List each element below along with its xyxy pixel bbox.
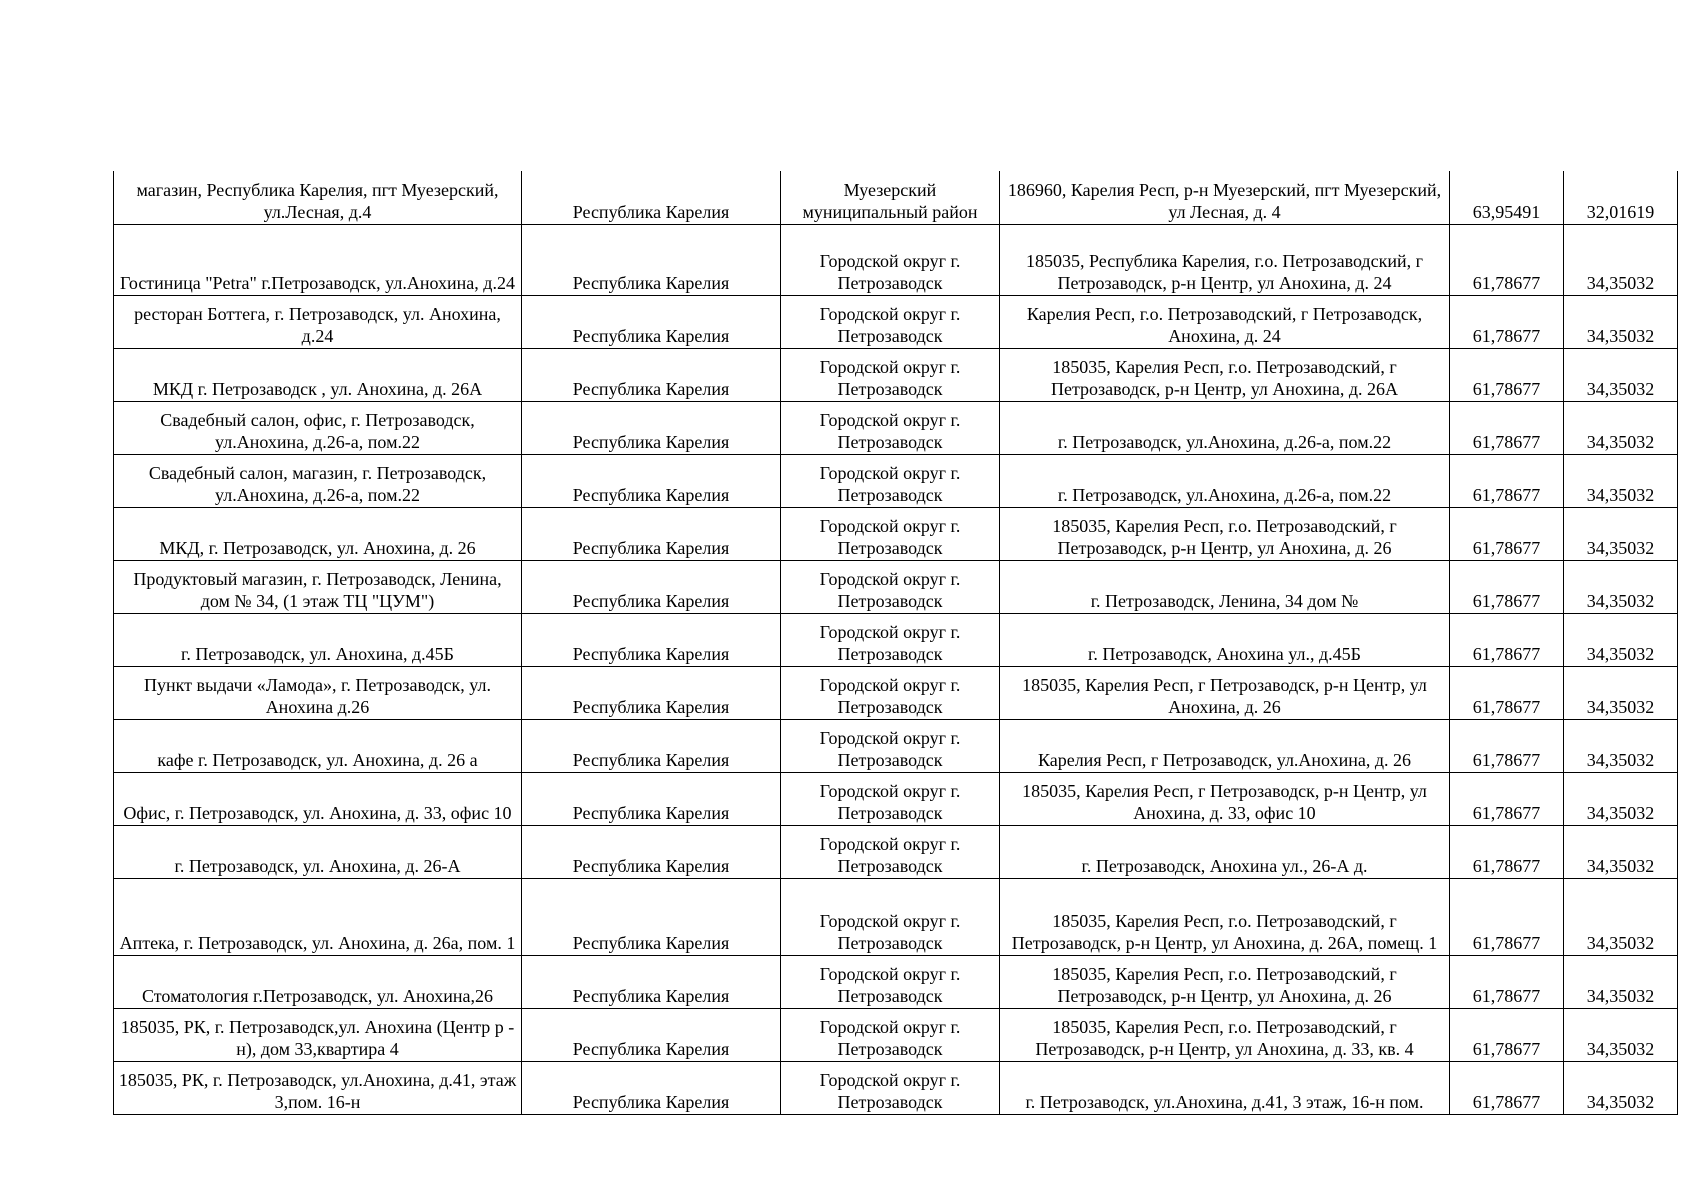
municipality-cell: Муезерский муниципальный район bbox=[781, 171, 1000, 224]
latitude-cell: 61,78677 bbox=[1450, 1061, 1564, 1114]
region-cell: Республика Карелия bbox=[522, 878, 781, 955]
table-row bbox=[114, 348, 1678, 401]
municipality-cell: Городской округ г. Петрозаводск bbox=[781, 560, 1000, 613]
longitude-cell: 34,35032 bbox=[1564, 613, 1678, 666]
object-name-cell: МКД, г. Петрозаводск, ул. Анохина, д. 26 bbox=[114, 507, 522, 560]
region-cell: Республика Карелия bbox=[522, 825, 781, 878]
object-name-cell: Офис, г. Петрозаводск, ул. Анохина, д. 33, офис 10 bbox=[114, 772, 522, 825]
longitude-cell: 34,35032 bbox=[1564, 1061, 1678, 1114]
address-cell: 185035, Карелия Респ, г.о. Петрозаводский, г Петрозаводск, р-н Центр, ул Анохина, д. 26А, помещ. 1 bbox=[1000, 878, 1450, 955]
table-row bbox=[114, 878, 1678, 955]
address-cell: 185035, Карелия Респ, г.о. Петрозаводский, г Петрозаводск, р-н Центр, ул Анохина, д. 26 bbox=[1000, 955, 1450, 1008]
longitude-cell: 34,35032 bbox=[1564, 772, 1678, 825]
table-row bbox=[114, 171, 1678, 224]
latitude-cell: 61,78677 bbox=[1450, 719, 1564, 772]
longitude-cell: 34,35032 bbox=[1564, 224, 1678, 295]
object-name-cell: Пункт выдачи «Ламода», г. Петрозаводск, ул. Анохина д.26 bbox=[114, 666, 522, 719]
municipality-cell: Городской округ г. Петрозаводск bbox=[781, 507, 1000, 560]
latitude-cell: 61,78677 bbox=[1450, 772, 1564, 825]
address-cell: Карелия Респ, г Петрозаводск, ул.Анохина, д. 26 bbox=[1000, 719, 1450, 772]
region-cell: Республика Карелия bbox=[522, 454, 781, 507]
object-name-cell: 185035, РК, г. Петрозаводск, ул.Анохина, д.41, этаж 3,пом. 16-н bbox=[114, 1061, 522, 1114]
latitude-cell: 61,78677 bbox=[1450, 1008, 1564, 1061]
address-cell: г. Петрозаводск, ул.Анохина, д.41, 3 этаж, 16-н пом. bbox=[1000, 1061, 1450, 1114]
region-cell: Республика Карелия bbox=[522, 224, 781, 295]
address-cell: 185035, Карелия Респ, г.о. Петрозаводский, г Петрозаводск, р-н Центр, ул Анохина, д. 26А bbox=[1000, 348, 1450, 401]
object-name-cell: г. Петрозаводск, ул. Анохина, д.45Б bbox=[114, 613, 522, 666]
address-cell: г. Петрозаводск, Анохина ул., д.45Б bbox=[1000, 613, 1450, 666]
region-cell: Республика Карелия bbox=[522, 613, 781, 666]
address-cell: 185035, Карелия Респ, г Петрозаводск, р-н Центр, ул Анохина, д. 26 bbox=[1000, 666, 1450, 719]
address-cell: Карелия Респ, г.о. Петрозаводский, г Петрозаводск, Анохина, д. 24 bbox=[1000, 295, 1450, 348]
longitude-cell: 34,35032 bbox=[1564, 507, 1678, 560]
longitude-cell: 34,35032 bbox=[1564, 666, 1678, 719]
address-cell: г. Петрозаводск, ул.Анохина, д.26-а, пом.22 bbox=[1000, 454, 1450, 507]
latitude-cell: 63,95491 bbox=[1450, 171, 1564, 224]
region-cell: Республика Карелия bbox=[522, 1008, 781, 1061]
municipality-cell: Городской округ г. Петрозаводск bbox=[781, 772, 1000, 825]
region-cell: Республика Карелия bbox=[522, 401, 781, 454]
municipality-cell: Городской округ г. Петрозаводск bbox=[781, 348, 1000, 401]
objects-table-body bbox=[114, 171, 1678, 1114]
object-name-cell: кафе г. Петрозаводск, ул. Анохина, д. 26 а bbox=[114, 719, 522, 772]
latitude-cell: 61,78677 bbox=[1450, 348, 1564, 401]
region-cell: Республика Карелия bbox=[522, 171, 781, 224]
table-row bbox=[114, 825, 1678, 878]
municipality-cell: Городской округ г. Петрозаводск bbox=[781, 719, 1000, 772]
longitude-cell: 34,35032 bbox=[1564, 454, 1678, 507]
table-row bbox=[114, 1061, 1678, 1114]
address-cell: 185035, Карелия Респ, г.о. Петрозаводский, г Петрозаводск, р-н Центр, ул Анохина, д. 33, кв. 4 bbox=[1000, 1008, 1450, 1061]
longitude-cell: 34,35032 bbox=[1564, 719, 1678, 772]
table-row bbox=[114, 401, 1678, 454]
latitude-cell: 61,78677 bbox=[1450, 454, 1564, 507]
latitude-cell: 61,78677 bbox=[1450, 878, 1564, 955]
municipality-cell: Городской округ г. Петрозаводск bbox=[781, 955, 1000, 1008]
table-row bbox=[114, 613, 1678, 666]
municipality-cell: Городской округ г. Петрозаводск bbox=[781, 295, 1000, 348]
object-name-cell: Продуктовый магазин, г. Петрозаводск, Ленина, дом № 34, (1 этаж ТЦ "ЦУМ") bbox=[114, 560, 522, 613]
address-cell: 185035, Карелия Респ, г Петрозаводск, р-н Центр, ул Анохина, д. 33, офис 10 bbox=[1000, 772, 1450, 825]
region-cell: Республика Карелия bbox=[522, 955, 781, 1008]
region-cell: Республика Карелия bbox=[522, 772, 781, 825]
latitude-cell: 61,78677 bbox=[1450, 507, 1564, 560]
table-row bbox=[114, 666, 1678, 719]
table-row bbox=[114, 1008, 1678, 1061]
region-cell: Республика Карелия bbox=[522, 348, 781, 401]
latitude-cell: 61,78677 bbox=[1450, 560, 1564, 613]
longitude-cell: 34,35032 bbox=[1564, 825, 1678, 878]
objects-table bbox=[113, 171, 1678, 1115]
latitude-cell: 61,78677 bbox=[1450, 955, 1564, 1008]
region-cell: Республика Карелия bbox=[522, 719, 781, 772]
table-row bbox=[114, 772, 1678, 825]
object-name-cell: Гостиница "Petra" г.Петрозаводск, ул.Анохина, д.24 bbox=[114, 224, 522, 295]
table-row bbox=[114, 224, 1678, 295]
object-name-cell: ресторан Боттега, г. Петрозаводск, ул. Анохина, д.24 bbox=[114, 295, 522, 348]
table-row bbox=[114, 295, 1678, 348]
address-cell: г. Петрозаводск, Анохина ул., 26-А д. bbox=[1000, 825, 1450, 878]
object-name-cell: Свадебный салон, офис, г. Петрозаводск, ул.Анохина, д.26-а, пом.22 bbox=[114, 401, 522, 454]
municipality-cell: Городской округ г. Петрозаводск bbox=[781, 613, 1000, 666]
municipality-cell: Городской округ г. Петрозаводск bbox=[781, 454, 1000, 507]
object-name-cell: г. Петрозаводск, ул. Анохина, д. 26-А bbox=[114, 825, 522, 878]
longitude-cell: 34,35032 bbox=[1564, 295, 1678, 348]
latitude-cell: 61,78677 bbox=[1450, 613, 1564, 666]
address-cell: г. Петрозаводск, ул.Анохина, д.26-а, пом.22 bbox=[1000, 401, 1450, 454]
municipality-cell: Городской округ г. Петрозаводск bbox=[781, 1061, 1000, 1114]
address-cell: 185035, Республика Карелия, г.о. Петрозаводский, г Петрозаводск, р-н Центр, ул Анохина, д. 24 bbox=[1000, 224, 1450, 295]
latitude-cell: 61,78677 bbox=[1450, 825, 1564, 878]
object-name-cell: 185035, РК, г. Петрозаводск,ул. Анохина (Центр р - н), дом 33,квартира 4 bbox=[114, 1008, 522, 1061]
region-cell: Республика Карелия bbox=[522, 507, 781, 560]
municipality-cell: Городской округ г. Петрозаводск bbox=[781, 224, 1000, 295]
latitude-cell: 61,78677 bbox=[1450, 401, 1564, 454]
municipality-cell: Городской округ г. Петрозаводск bbox=[781, 1008, 1000, 1061]
latitude-cell: 61,78677 bbox=[1450, 666, 1564, 719]
longitude-cell: 34,35032 bbox=[1564, 401, 1678, 454]
address-cell: 186960, Карелия Респ, р-н Муезерский, пгт Муезерский, ул Лесная, д. 4 bbox=[1000, 171, 1450, 224]
municipality-cell: Городской округ г. Петрозаводск bbox=[781, 825, 1000, 878]
longitude-cell: 34,35032 bbox=[1564, 955, 1678, 1008]
table-row bbox=[114, 454, 1678, 507]
object-name-cell: Свадебный салон, магазин, г. Петрозаводск, ул.Анохина, д.26-а, пом.22 bbox=[114, 454, 522, 507]
municipality-cell: Городской округ г. Петрозаводск bbox=[781, 878, 1000, 955]
region-cell: Республика Карелия bbox=[522, 1061, 781, 1114]
table-row bbox=[114, 560, 1678, 613]
longitude-cell: 34,35032 bbox=[1564, 348, 1678, 401]
longitude-cell: 34,35032 bbox=[1564, 560, 1678, 613]
table-row bbox=[114, 719, 1678, 772]
region-cell: Республика Карелия bbox=[522, 295, 781, 348]
longitude-cell: 32,01619 bbox=[1564, 171, 1678, 224]
longitude-cell: 34,35032 bbox=[1564, 1008, 1678, 1061]
object-name-cell: магазин, Республика Карелия, пгт Муезерский, ул.Лесная, д.4 bbox=[114, 171, 522, 224]
address-cell: 185035, Карелия Респ, г.о. Петрозаводский, г Петрозаводск, р-н Центр, ул Анохина, д. 26 bbox=[1000, 507, 1450, 560]
object-name-cell: МКД г. Петрозаводск , ул. Анохина, д. 26А bbox=[114, 348, 522, 401]
longitude-cell: 34,35032 bbox=[1564, 878, 1678, 955]
region-cell: Республика Карелия bbox=[522, 666, 781, 719]
address-cell: г. Петрозаводск, Ленина, 34 дом № bbox=[1000, 560, 1450, 613]
municipality-cell: Городской округ г. Петрозаводск bbox=[781, 666, 1000, 719]
object-name-cell: Стоматология г.Петрозаводск, ул. Анохина,26 bbox=[114, 955, 522, 1008]
table-row bbox=[114, 955, 1678, 1008]
municipality-cell: Городской округ г. Петрозаводск bbox=[781, 401, 1000, 454]
latitude-cell: 61,78677 bbox=[1450, 224, 1564, 295]
table-row bbox=[114, 507, 1678, 560]
region-cell: Республика Карелия bbox=[522, 560, 781, 613]
object-name-cell: Аптека, г. Петрозаводск, ул. Анохина, д. 26а, пом. 1 bbox=[114, 878, 522, 955]
latitude-cell: 61,78677 bbox=[1450, 295, 1564, 348]
